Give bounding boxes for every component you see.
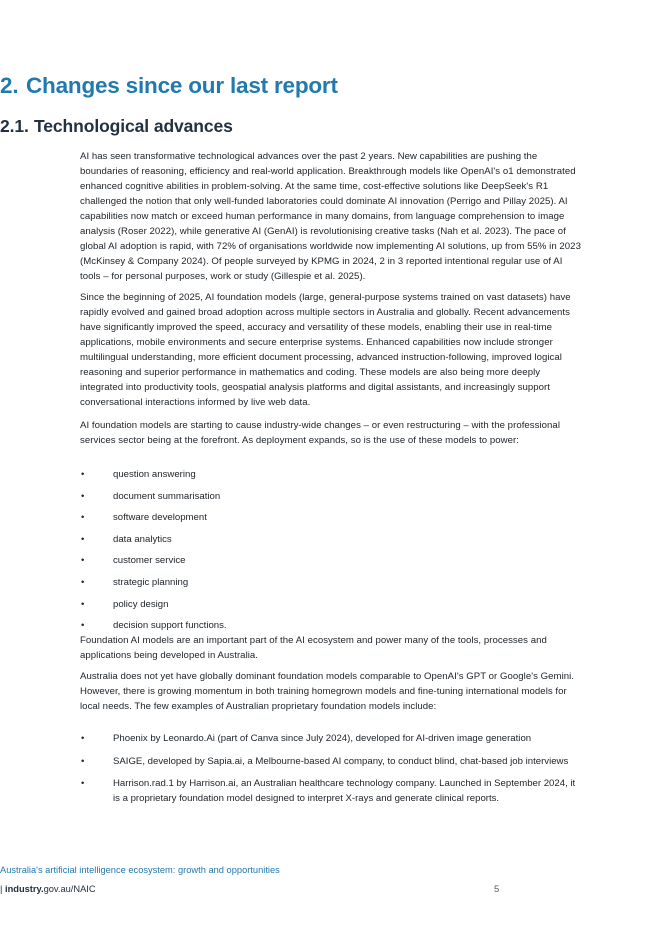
list-item-label: customer service [113, 555, 186, 567]
australian-models-list-block [80, 731, 582, 814]
list-item [80, 489, 582, 504]
page-title [0, 73, 338, 99]
list-item-label: data analytics [113, 533, 172, 545]
bullet-icon: • [81, 576, 85, 588]
list-item [80, 618, 582, 633]
bullet-icon: • [81, 512, 85, 524]
bullet-icon: • [81, 620, 85, 632]
bullet-icon: • [81, 733, 85, 744]
list-item-label: policy design [113, 598, 169, 610]
list-item-label: Phoenix by Leonardo.Ai (part of Canva since July 2024), developed for AI-driven image generation [113, 733, 532, 744]
paragraph-block-2 [80, 290, 582, 410]
list-item-label: strategic planning [113, 576, 189, 588]
list-item [80, 467, 582, 482]
bullet-icon: • [81, 555, 85, 567]
list-item [80, 510, 582, 525]
footer-url-bold: industry. [5, 884, 44, 894]
footer-document-title: Australia's artificial intelligence ecosystem: growth and opportunities [0, 865, 280, 875]
section-heading [0, 116, 233, 136]
list-item [80, 553, 582, 568]
h1-number: 2. [0, 73, 19, 98]
list-item-label: question answering [113, 469, 196, 480]
capabilities-bullet-list [80, 467, 582, 633]
paragraph-foundation-models-evolution: Since the beginning of 2025, AI foundation models (large, general-purpose systems trained on vast datasets) have rapidly evolved and gained broad adoption across multiple sectors in Australia and globally. Recent advancements have significantly improved the speed, accuracy and versatility of these models, enabling their use in real-time applications, mobile environments and secure enterprise systems. Enhanced capabilities now include stronger multilingual understanding, more efficient document processing, advanced instruction-following, improved logical reasoning and superior performance in mathematics and coding. These models are also being more deeply integrated into productivity tools, geospatial analysis platforms and digital assistants, and increasingly support conversational interactions informed by live web data. [80, 292, 571, 408]
paragraph-ecosystem-importance: Foundation AI models are an important part of the AI ecosystem and power many of the tools, processes and applications being developed in Australia. [80, 635, 547, 661]
list-item [80, 754, 582, 769]
page-number: 5 [494, 884, 500, 894]
paragraph-block-3 [80, 418, 582, 448]
bullet-icon: • [81, 755, 85, 767]
footer-url[interactable] [0, 882, 96, 896]
bullet-icon: • [81, 598, 85, 610]
list-item [80, 532, 582, 547]
list-item [80, 776, 582, 806]
list-item-label: software development [113, 512, 207, 524]
paragraph-australian-models-intro: Australia does not yet have globally dominant foundation models comparable to OpenAI's GPT or Google's Gemini. However, there is growing momentum in both training homegrown models and fine-tuning international models for local needs. The few examples of Australian proprietary foundation models include: [80, 671, 575, 712]
list-item-label: document summarisation [113, 490, 221, 502]
bullet-icon: • [81, 533, 85, 545]
capabilities-list-block [80, 467, 582, 640]
paragraph-industry-changes: AI foundation models are starting to cause industry-wide changes – or even restructuring – with the professional services sector being at the forefront. As deployment expands, so is the use of these models to power: [80, 420, 560, 446]
list-item [80, 597, 582, 612]
list-item-label: SAIGE, developed by Sapia.ai, a Melbourne-based AI company, to conduct blind, chat-based job interviews [113, 755, 569, 767]
bullet-icon: • [81, 490, 85, 502]
h1-text: Changes since our last report [26, 73, 338, 98]
list-item [80, 731, 582, 746]
h2-text: Technological advances [34, 116, 233, 136]
paragraph-block-5 [80, 669, 582, 714]
footer-url-rest: gov.au/NAIC [43, 884, 96, 894]
list-item-label: decision support functions. [113, 620, 227, 632]
australian-models-bullet-list [80, 731, 582, 806]
list-item [80, 575, 582, 590]
list-item-label: Harrison.rad.1 by Harrison.ai, an Australian healthcare technology company. Launched in September 2024, it is a proprietary foundation model designed to interpret X-rays and generate clinical reports. [113, 778, 576, 804]
paragraph-block-4 [80, 633, 582, 663]
paragraph-intro-advances: AI has seen transformative technological advances over the past 2 years. New capabilities are pushing the boundaries of reasoning, efficiency and real-world application. Breakthrough models like OpenAI's o1 demonstrated enhanced cognitive abilities in problem-solving. At the same time, cost-effective solutions like DeepSeek's R1 challenged the notion that only well-funded laboratories could dominate AI innovation (Perrigo and Pillay 2025). AI capabilities now match or exceed human performance in many domains, from language comprehension to image analysis (Roser 2022), while generative AI (GenAI) is revolutionising creative tasks (Nah et al. 2023). The pace of global AI adoption is rapid, with 72% of organisations worldwide now implementing AI solutions, up from 55% in 2023 (McKinsey & Company 2024). Of people surveyed by KPMG in 2024, 2 in 3 reported intentional regular use of AI tools – for personal purposes, work or study (Gillespie et al. 2025). [80, 151, 581, 282]
bullet-icon: • [81, 469, 85, 480]
bullet-icon: • [81, 778, 85, 789]
h2-number: 2.1. [0, 116, 29, 136]
footer-url-prefix: | [0, 884, 5, 894]
paragraph-block-1 [80, 149, 582, 284]
